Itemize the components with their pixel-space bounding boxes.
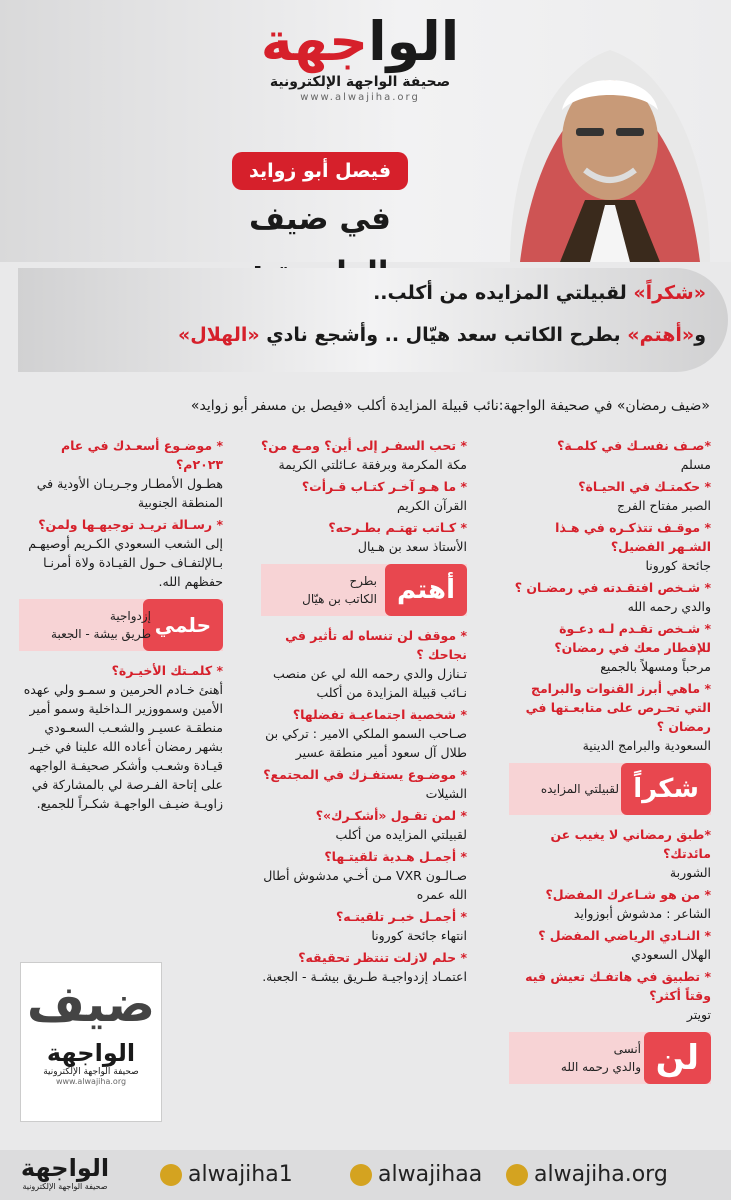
- column-middle: [261, 436, 467, 989]
- twitter-icon: [350, 1164, 372, 1186]
- qa-item: * كـاتب تهتـم بطـرحه؟ الأستاذ سعد بن هـيال: [328, 520, 467, 554]
- qa-item: * رسـالة تريـد توجيهـها ولمن؟ إلى الشعب السعودي الكـريم أوصيهـم بـالإلتفـاف حـول القيـادة ولاة أمرنـا حفظهم الله.: [28, 517, 223, 589]
- guest-portrait-icon: [490, 10, 730, 262]
- logo-subtitle: صحيفة الواجهة الإلكترونية: [269, 74, 451, 90]
- qa-item: * أجمـل هـدية تلقيتـها؟ صـالـون VXR مـن أخـي مدشوش أطال الله عمره: [263, 849, 467, 902]
- qa-item: * لمن تقـول «أشكـرك»؟ لقبيلتي المزايده من أكلب: [315, 808, 467, 842]
- qa-item: * موضـوع يستفـزك في المجتمع؟ الشيلات: [263, 767, 467, 801]
- logo-text-red: جهة: [260, 10, 369, 73]
- qa-item: * حكمتـك في الحيـاة؟ الصبر مفتاح الفرج: [578, 479, 711, 513]
- qa-item: *صـف نفسـك في كلمـة؟ مسلم: [557, 438, 711, 472]
- headline-banner: [18, 268, 728, 372]
- footer-logo[interactable]: الواجهة صحيفة الواجهة الإلكترونية: [20, 1154, 110, 1191]
- qa-item: * ما هـو آخـر كتـاب قـرأت؟ القرآن الكريم: [301, 479, 467, 513]
- qa-item: * موقف لن تنساه له تأثير في نجاحك ؟ تـنازل والدي رحمه الله لي عن منصب نـائب قبيلة المزايدة من أكلب: [273, 628, 467, 700]
- intro-line: «ضيف رمضان» في صحيفة الواجهة:نائب قبيلة المزايدة أكلب «فيصل بن مسفر أبو زوايد»: [190, 398, 710, 414]
- qa-item: * من هو شـاعرك المفضل؟ الشاعر : مدشوش أبوزوايد: [545, 887, 711, 921]
- website-link[interactable]: alwajiha.org: [506, 1162, 668, 1190]
- site-logo[interactable]: [240, 10, 480, 130]
- badge-dream: حلمي إزدواجية طريق بيشة - الجعبة: [19, 599, 223, 651]
- qa-item: * حلم لازلت تنتظر تحقيقه؟ اعتمـاد إزدواجيـة طـريق بيشـة - الجعبة.: [262, 950, 467, 984]
- qa-item: * شـخص افتقـدته في رمضـان ؟ والدي رحمه الله: [514, 580, 711, 614]
- qa-item: * تطبيق في هاتفـك تعيش فيه وقتاً أكثر؟ تويتر: [525, 969, 711, 1022]
- globe-icon: [506, 1164, 528, 1186]
- qa-item: * كلمـتك الأخيـرة؟ أهنئ خـادم الحرمين و سمـو ولي عهده الأمين وسمووزير الـداخلية وسمو أمير منطقـة عسيـر والشعـب السعـودي بشهر رمضان أعاده الله علينا في خيـر قيـادة وشعـب وأشكر صحيفـة الواجهه على إتاحة الفـرصة لي بالمشاركة في زاويـة ضيـف الواجهـة شكـراً للجميع.: [23, 663, 223, 811]
- guest-title: في ضيف: [249, 201, 391, 237]
- logo-url: www.alwajiha.org: [300, 92, 420, 103]
- guest-section-logo: ضيف الواجهة صحيفة الواجهة الإلكترونية www.alwajiha.org: [20, 962, 162, 1122]
- column-right: [509, 436, 711, 1094]
- badge-interest: أهتم بطرح الكاتب بن هيّال: [261, 564, 467, 616]
- qa-item: * أجمـل خبـر تلقيتـه؟ انتهاء جائحة كورونا: [336, 909, 467, 943]
- qa-item: * ماهي أبرز القنوات والبرامج التي تحـرص على متابعـتها في رمضان ؟ السعودية والبرامج الدينية: [525, 681, 711, 753]
- qa-item: * موضـوع أسعـدك في عام ٢٠٢٣م؟ هطـول الأمطـار وجـريـان الأودية في المنطقة الجنوبية: [36, 438, 223, 510]
- qa-item: * شـخص تقـدم لـه دعـوة للإفطار معك في رمضان؟ مرحباً ومسهلاً بالجميع: [554, 621, 711, 674]
- headline-line-1: «شكراً» لقبيلتي المزايده من أكلب..: [373, 282, 706, 304]
- qa-item: * تحب السفـر إلى أين؟ ومـع من؟ مكة المكرمة وبرفقة عـائلتي الكريمة: [261, 438, 467, 472]
- qa-item: * النـادي الرياضي المفضل ؟ الهلال السعودي: [538, 928, 711, 962]
- badge-never: لن أنسى والدي رحمه الله: [509, 1032, 711, 1084]
- guest-name-tag: فيصل أبو زوايد: [232, 152, 408, 190]
- footer: [0, 1150, 731, 1200]
- qa-item: * شخصية اجتماعيـة تفضلها؟ صـاحب السمو الملكي الامير : تركي بن طلال آل سعود أمير منطقة عسير: [265, 707, 467, 760]
- badge-thanks: شكراً لقبيلتي المزايده: [509, 763, 711, 815]
- column-left: [19, 436, 223, 816]
- headline-line-2: و«أهتم» بطرح الكاتب سعد هيّال .. وأشجع نادي «الهلال»: [178, 324, 706, 346]
- qa-item: * موقـف تتذكـره في هـذا الشـهر الفضيل؟ جائحة كورونا: [555, 520, 711, 573]
- header: [0, 0, 731, 262]
- logo-text: الوا: [368, 10, 460, 73]
- snapchat-icon: [160, 1164, 182, 1186]
- qa-item: *طبق رمضاني لا يغيب عن مائدتك؟ الشوربة: [550, 827, 711, 880]
- snapchat-link[interactable]: alwajiha1: [160, 1162, 293, 1190]
- twitter-link[interactable]: alwajihaa: [350, 1162, 482, 1190]
